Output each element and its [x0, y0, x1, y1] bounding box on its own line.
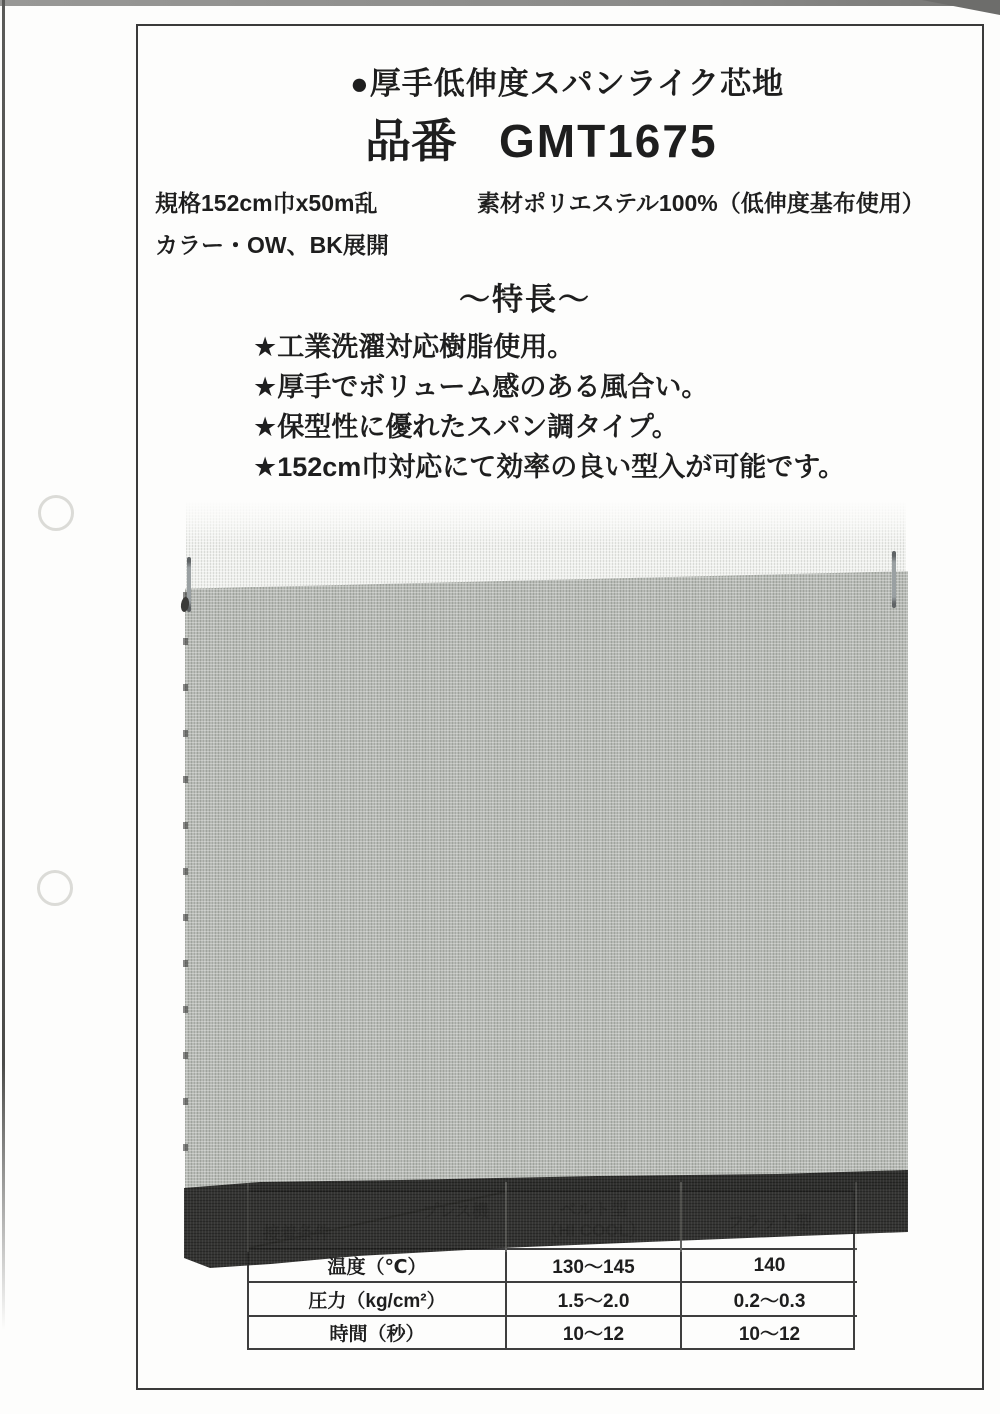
fabric-sample-light-fade: [186, 500, 906, 546]
category-line: ●厚手低伸度スパンライク芯地: [350, 66, 785, 101]
feature-item: ★152cm巾対応にて効率の良い型入が可能です。: [253, 452, 846, 482]
punch-hole-bottom: [37, 870, 73, 906]
table-line-ghost: [680, 1182, 682, 1252]
spec-material: 素材ポリエステル100%（低伸度基布使用）: [477, 190, 925, 216]
features-heading: ～特長～: [459, 282, 591, 317]
table-row-label: 時間（秒）: [249, 1317, 507, 1348]
table-row-label: 圧力（kg/cm²）: [249, 1283, 507, 1317]
table-cell-value: 10～12: [507, 1317, 682, 1348]
table-line-ghost: [855, 1182, 857, 1252]
scanner-edge-top-right: [922, 0, 1000, 15]
table-cell-value: 140: [682, 1250, 857, 1283]
title-label: 品番: [365, 115, 457, 167]
table-line-ghost: [505, 1182, 507, 1252]
table-cell-value: 130～145: [507, 1250, 682, 1283]
table-cell-value: 0.2～0.3: [682, 1283, 857, 1317]
table-line-ghost: [247, 1182, 249, 1252]
scanner-edge-left: [2, 0, 5, 1330]
table-cell-value: 10～12: [738, 1324, 801, 1345]
product-title: [365, 105, 718, 171]
table-cell-value: 1.5～2.0: [507, 1283, 682, 1317]
fabric-sample-gray: [185, 565, 908, 1190]
spec-color: カラー・OW、BK展開: [155, 232, 389, 258]
fabric-sample-left-edge: [183, 592, 188, 1184]
table-row-label: 温度（℃）: [249, 1250, 507, 1283]
title-number: GMT1675: [499, 115, 718, 167]
features-list: [253, 327, 845, 487]
feature-item: ★厚手でボリューム感のある風合い。: [253, 372, 709, 402]
scanner-edge-top: [0, 0, 1000, 6]
feature-item: ★保型性に優れたスパン調タイプ。: [253, 412, 679, 442]
staple-right: [892, 551, 896, 608]
punch-hole-top: [38, 495, 74, 531]
feature-item: ★工業洗濯対応樹脂使用。: [253, 332, 575, 362]
spec-size: 規格152cm巾x50m乱: [155, 190, 378, 216]
